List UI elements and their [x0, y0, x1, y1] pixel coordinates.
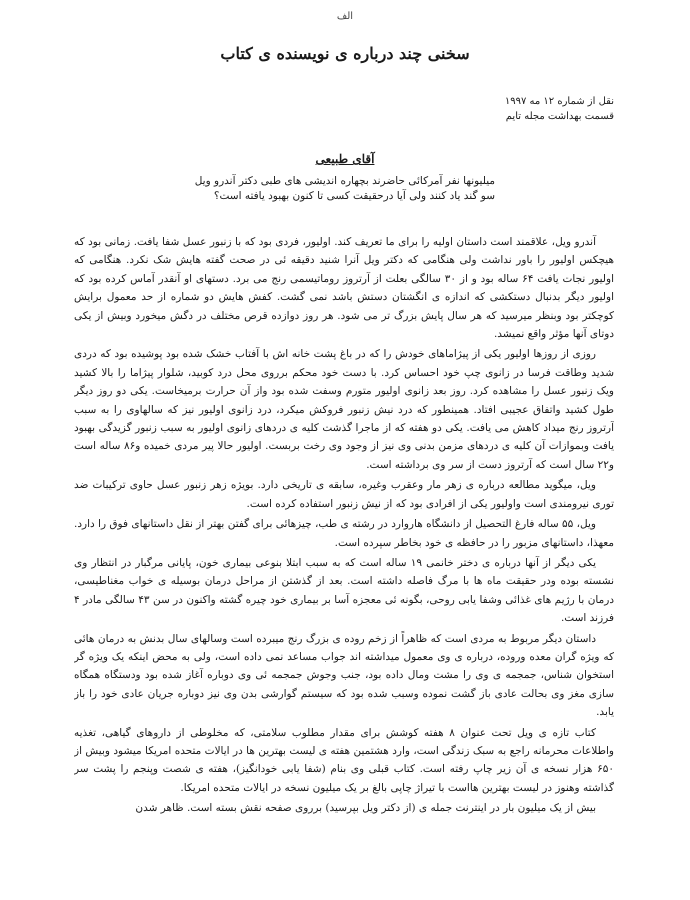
article-heading: آقای طبیعی — [315, 152, 375, 166]
lead-line: میلیونها نفر آمرکائی حاضرند بچهاره اندیشی های طبی دکتر آندرو ویل — [194, 175, 495, 187]
body-paragraph: ویل، ۵۵ ساله فارغ التحصیل از دانشگاه هاروارد در رشته ی طب، چیزهائی برای گفتن بهتر از نقل داستانهای فوق را دارد. معهذا، داستانهای مزبور را در حافظه ی خود بخاطر سپرده است. — [74, 518, 614, 549]
body-paragraph: آندرو ویل، علاقمند است داستان اولیه را برای ما تعریف کند. اولیور، فردی بود که با زنبور عسل شفا یافت. زمانی بود که هیچکس اولیور را باور نداشت ولی هنگامی که دکتر ویل آنرا شنید دقیقه ئی در صحت گفته هایش شک نکرد. هنگامی که اولیور نجات یافت ۶۴ ساله بود و از ۳۰ سالگی بعلت از آرتروز روماتیسمی رنج می برد. دستهای او آنقدر آماس کرده بود که اولیور دیگر بدنبال دستکشی که اندازه ی انگشتان دستش باشد نمی گشت. کفش هایش دو شماره از حد معمول برایش کوچکتر بود وبنظر میرسید که هر سال پایش بزرگ تر می شود. هر روز دوازده قرص مختلف در دگش میخورد وبیش از یکی دوتای آنها مؤثر واقع نمیشد. — [74, 236, 614, 341]
body-paragraph: روزی از روزها اولیور یکی از پیژاماهای خودش را که در باغ پشت خانه اش با آفتاب خشک شده بود پوشیده بود که دردی شدید وطاقت فرسا در زانوی چپ خود احساس کرد. با دست خود محکم برروی محل درد کوبید، شلوار پیژاما را بالا کشید ویک زنبور عسل را مشاهده کرد. روز بعد زانوی اولیور متورم وسفت شده بود واز آن حرارت برمیخاست. یکی دو روز دیگر طول کشید واتفاق عجیبی افتاد. همینطور که درد نیش زنبور فروکش میکرد، درد زانوی اولیور نیز که سالهاوی را به سبب آرتروز رنج میداد کاهش می یافت. یکی دو هفته که از ماجرا گذشت کلیه ی دردهای زانوی اولیور به سبب زنبور گزیدگی بهبود یافت وبموازات آن کلیه ی دردهای مزمن بدنی وی نیز از وجود وی رخت بربست. اولیور حالا پیر مردی خمیده و۸۶ ساله است و۲۲ سال است که آرتروز دست از سر وی برداشته است. — [74, 348, 614, 471]
body-paragraph: داستان دیگر مربوط به مردی است که ظاهراً از زخم روده ی بزرگ رنج میبرده است وسالهای سال بدنش به درمان هائی که ویژه گران معده وروده، درباره ی وی معمول میداشته اند جواب مساعد نمی داده است، ولی به محض اینکه یک ویژه گر استخوان شناس، جمجمه ی وی را مشت ومال داده بود، جنب وجوش جمجمه ئی وی دوباره آغاز شده بود ودستگاه همگاه سازی مغز وی بحالت عادی باز گشت نموده وسبب شده بود که سیستم گوارشی بدن وی نیز دوباره جریان عادی خود را باز یابد. — [74, 632, 614, 719]
source-section: قسمت بهداشت مجله تایم — [505, 111, 614, 122]
lead-line: سو گند یاد کنند ولی آیا درحقیقت کسی تا کنون بهبود یافته است؟ — [213, 190, 495, 202]
source-issue: نقل از شماره ۱۲ مه ۱۹۹۷ — [504, 96, 614, 107]
body-paragraph: کتاب تازه ی ویل تحت عنوان ۸ هفته کوشش برای مقدار مطلوب سلامتی، که مخلوطی از داروهای گیاهی، تغذیه واطلاعات محرمانه راجع به سبک زندگی است، وارد هشتمین هفته ی لیست بهترین ها در ایالات متحده امریکا میشود وبیش از ۶۵۰ هزار نسخه ی آن زیر چاپ رفته است. کتاب قبلی وی بنام (شفا یابی خودانگیز)، هفته ی شصت وپنجم را پشت سر گذاشته وهنوز در لیست بهترین هااست با تیراژ چاپی بالغ بر یک میلیون نسخه در ایالات متحده امریکا. — [74, 726, 614, 794]
body-paragraph: یکی دیگر از آنها درباره ی دختر خانمی ۱۹ ساله است که به سبب ابتلا بنوعی بیماری خون، پایانی مرگبار در انتظار وی نشسته بوده ودر حقیقت ماه ها با مرگ فاصله داشته است. بعد از گذشتن از مراحل درمان بوسیله ی خواب مغناطیسی، درمان با رژیم های غذائی وشفا یابی روحی، بگونه ئی معجزه آسا بر بیماری خود چیره گشته واکنون در سن ۴۳ سالگی مادر ۴ فرزند است. — [74, 556, 614, 625]
source-note — [294, 94, 614, 124]
page-number: الف — [336, 11, 354, 22]
article-lead — [195, 174, 495, 204]
body-paragraph: بیش از یک میلیون بار در اینترنت جمله ی (از دکتر ویل بپرسید) برروی صفحه نقش بسته است. ظاهر شدن — [135, 802, 596, 815]
body-paragraph: ویل، میگوید مطالعه درباره ی زهر مار وعقرب وغیره، سابقه ی تاریخی دارد. بویژه زهر زنبور عسل حاوی ترکیبات ضد توری نیرومندی است واولیور یکی از افرادی بود که از نیش زنبور استفاده کرده است. — [74, 479, 614, 510]
article-body — [74, 233, 614, 873]
page-title: سخنی چند درباره ی نویسنده ی کتاب — [220, 44, 470, 63]
